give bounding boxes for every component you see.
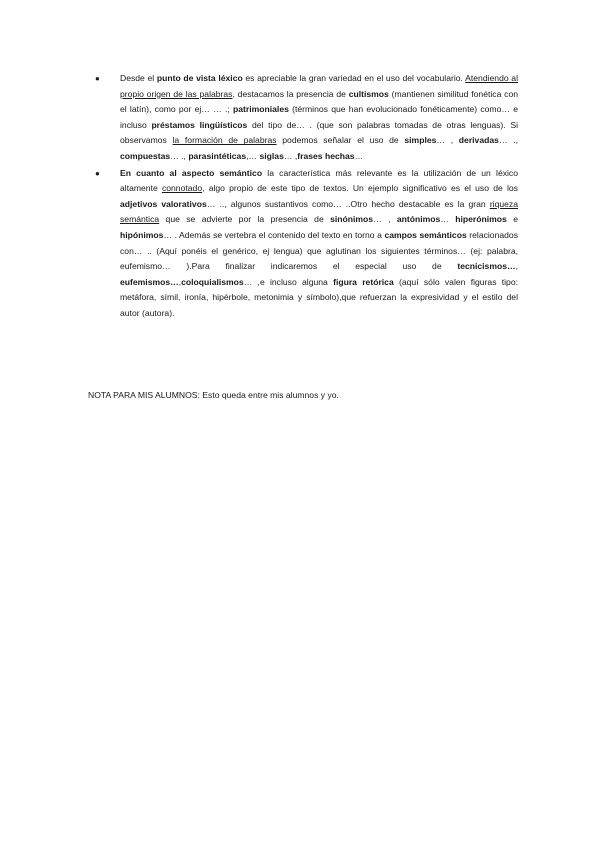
paragraph-semantico [120,168,518,318]
bold-term: compuestas [120,150,171,161]
text-run: … [354,150,364,161]
bold-term: antónimos [396,214,441,225]
text-run: ,… [246,150,260,161]
text-run: , algo propio de este tipo de textos. Un ejemplo significativo es el uso de los [202,183,518,194]
bold-term: frases hechas [297,150,355,161]
text-run: … . Además se vertebra el contenido del texto en torno a [163,229,385,240]
bold-term: tecnicismos… [457,261,516,272]
underlined-phrase: la formación de palabras [172,135,277,146]
text-run: … ., [170,150,189,161]
bold-term: sinónimos [330,214,374,225]
bold-term: hiperónimos [455,214,507,225]
bold-term: cultismos [348,88,389,99]
note-text: Esto queda entre mis alumnos y yo. [199,390,339,400]
text-run: relacionados con… .. (Aquí ponéis el genérico, ej lengua) que aglutinan los siguientes términos… (ej: palabra, eufemismo… ).Para finalizar indicaremos el especial uso de [120,229,518,272]
bullet-marker: ● [95,74,100,83]
text-run: (términos que han evolucionado fonéticamente) como… e incluso [120,104,518,130]
note-label: NOTA PARA MIS ALUMNOS: [88,390,200,400]
text-run: del tipo de… . (que son palabras tomadas de otras lenguas). Si observamos [120,119,519,146]
bold-term: En cuanto al aspecto semántico [120,167,263,178]
text-run: … .., algunos sustantivos como… ..Otro hecho destacable es la gran [206,198,490,209]
bold-term: patrimoniales [233,104,289,115]
bullet-item-semantico [88,166,518,322]
text-run: … [440,214,456,225]
underlined-phrase: Atendiendo al propio origen de las palabras [120,73,518,99]
bold-term: eufemismos… [120,276,179,287]
text-run: … , [283,150,298,161]
paragraph-lexico [120,73,518,161]
bold-term: préstamos lingüísticos [151,119,248,130]
bold-term: hipónimos [120,229,164,240]
bullet-marker: ● [95,168,100,178]
bullet-item-lexico [88,71,518,165]
text-run: que se advierte por la presencia de [159,214,331,225]
bullet-list [88,71,518,322]
text-run: , destacamos la presencia de [232,88,349,99]
text-run: … , [373,214,397,225]
text-run: , [178,276,182,287]
bold-term: adjetivos valorativos [120,198,207,209]
text-run: es apreciable la gran variedad en el uso del vocabulario. [242,73,466,83]
bold-term: punto de vista léxico [156,73,243,83]
text-run: (aquí sólo valen figuras tipo: metáfora, símil, ironía, hipérbole, metonimia y símbolo),que refuerzan la expresividad y el estilo del autor (autora). [120,276,518,318]
bold-term: coloquialismos [181,276,244,287]
bold-term: simples [404,135,437,146]
text-run: Desde el [120,73,157,83]
text-run: , [515,261,518,272]
bold-term: parasintéticas [188,150,247,161]
underlined-phrase: riqueza semántica [120,198,518,225]
text-run: … , [436,135,459,146]
bold-term: derivadas [458,135,499,146]
bold-term: figura retórica [333,276,394,287]
text-run: la característica más relevante es la utilización de un léxico altamente [120,167,519,194]
text-run: (mantienen similitud fonética con el latín), como por ej… … .; [120,88,519,115]
text-run: e [506,214,518,225]
text-run: … ,e incluso alguna [243,276,334,287]
bold-term: siglas [259,150,284,161]
text-run: podemos señalar el uso de [276,135,405,146]
teacher-note [88,388,339,402]
text-run: … ., [498,135,519,146]
underlined-phrase: connotado [161,183,203,194]
bold-term: campos semánticos [384,229,467,240]
